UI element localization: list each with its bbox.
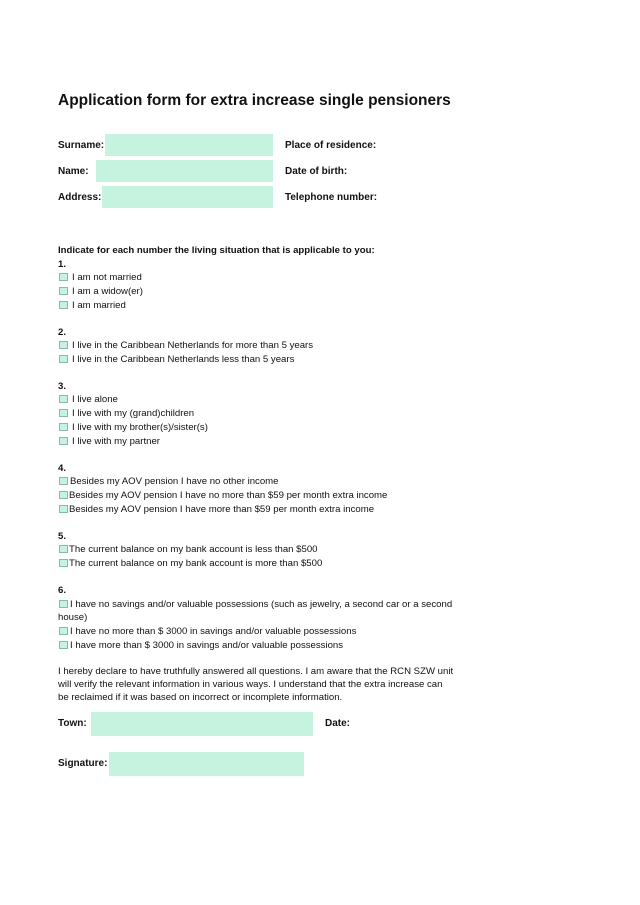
- town-field[interactable]: [91, 712, 313, 736]
- dob-label: Date of birth:: [285, 166, 348, 177]
- checkbox[interactable]: [59, 355, 68, 363]
- checkbox[interactable]: [59, 491, 68, 499]
- checkbox[interactable]: [59, 641, 68, 649]
- section-5-number: 5.: [58, 531, 67, 542]
- option-label: I am a widow(er): [72, 286, 143, 297]
- checkbox[interactable]: [59, 287, 68, 295]
- section-6-number: 6.: [58, 585, 67, 596]
- town-label: Town:: [58, 718, 87, 729]
- section-3-number: 3.: [58, 381, 67, 392]
- name-field[interactable]: [96, 160, 273, 182]
- option-label: The current balance on my bank account is less than $500: [69, 544, 318, 555]
- signature-label: Signature:: [58, 758, 108, 769]
- checkbox[interactable]: [59, 559, 68, 567]
- checkbox[interactable]: [59, 273, 68, 281]
- option-label-continued: house): [58, 612, 88, 623]
- option-label: I have more than $ 3000 in savings and/or valuable possessions: [70, 640, 344, 651]
- signature-field[interactable]: [109, 752, 304, 776]
- option-label: I am not married: [72, 272, 142, 283]
- option-label: I am married: [72, 300, 126, 311]
- checkbox[interactable]: [59, 395, 68, 403]
- date-label: Date:: [325, 718, 351, 729]
- surname-label: Surname:: [58, 140, 105, 151]
- option-label: Besides my AOV pension I have more than $59 per month extra income: [69, 504, 375, 515]
- section-4-number: 4.: [58, 463, 67, 474]
- declaration-line: be reclaimed if it was based on incorrect or incomplete information.: [58, 692, 343, 703]
- declaration-line: will verify the relevant information in various ways. I understand that the extra increase can: [58, 679, 443, 690]
- option-label: The current balance on my bank account is more than $500: [69, 558, 323, 569]
- name-label: Name:: [58, 166, 89, 177]
- option-label: I have no savings and/or valuable possessions (such as jewelry, a second car or a second: [70, 599, 453, 610]
- section-2-number: 2.: [58, 327, 67, 338]
- checkbox[interactable]: [59, 545, 68, 553]
- address-field[interactable]: [102, 186, 273, 208]
- residence-label: Place of residence:: [285, 140, 377, 151]
- checkbox[interactable]: [59, 341, 68, 349]
- checkbox[interactable]: [59, 301, 68, 309]
- surname-field[interactable]: [105, 134, 273, 156]
- option-label: Besides my AOV pension I have no other income: [70, 476, 279, 487]
- address-label: Address:: [58, 192, 102, 203]
- checkbox[interactable]: [59, 505, 68, 513]
- option-label: I live in the Caribbean Netherlands for more than 5 years: [72, 340, 314, 351]
- checkbox[interactable]: [59, 477, 68, 485]
- option-label: I have no more than $ 3000 in savings and/or valuable possessions: [70, 626, 357, 637]
- option-label: Besides my AOV pension I have no more than $59 per month extra income: [69, 490, 388, 501]
- option-label: I live in the Caribbean Netherlands less than 5 years: [72, 354, 295, 365]
- form-title: Application form for extra increase single pensioners: [58, 92, 451, 109]
- instruction-text: Indicate for each number the living situation that is applicable to you:: [58, 245, 375, 256]
- checkbox[interactable]: [59, 437, 68, 445]
- section-1-number: 1.: [58, 259, 67, 270]
- declaration-line: I hereby declare to have truthfully answered all questions. I am aware that the RCN SZW unit: [58, 666, 454, 677]
- option-label: I live alone: [72, 394, 118, 405]
- option-label: I live with my brother(s)/sister(s): [72, 422, 208, 433]
- checkbox[interactable]: [59, 627, 68, 635]
- option-label: I live with my (grand)children: [72, 408, 195, 419]
- phone-label: Telephone number:: [285, 192, 378, 203]
- checkbox[interactable]: [59, 409, 68, 417]
- option-label: I live with my partner: [72, 436, 160, 447]
- checkbox[interactable]: [59, 600, 68, 608]
- checkbox[interactable]: [59, 423, 68, 431]
